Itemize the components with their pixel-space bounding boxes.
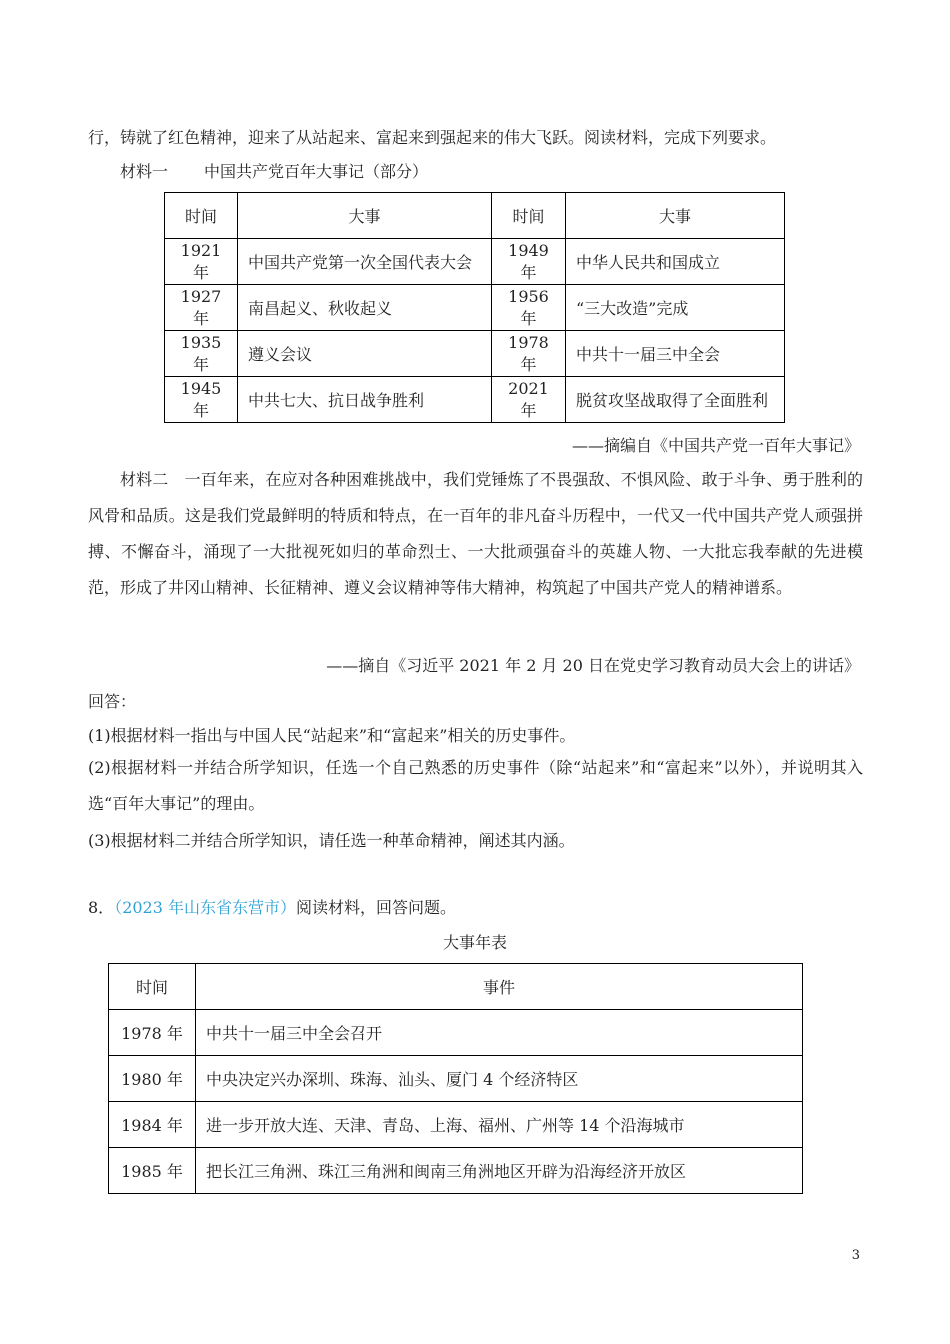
table-row (165, 285, 785, 331)
source-tag: （2023 年山东省东营市） (114, 898, 296, 917)
table-cell: 1956 年 (492, 285, 566, 331)
table-row (165, 331, 785, 377)
material1-title: 中国共产党百年大事记（部分） (204, 162, 429, 181)
material2-paragraph: 材料二 一百年来，在应对各种困难挑战中，我们党锤炼了不畏强敌、不惧风险、敢于斗争、勇于胜利的风骨和品质。这是我们党最鲜明的特质和特点，在一百年的非凡奋斗历程中，一代又一代中国共产党人顽强拼搏、不懈奋斗，涌现了一大批视死如归的革命烈士、一大批顽强奋斗的英雄人物、一大批忘我奉献的先进模范，形成了井冈山精神、长征精神、遵义会议精神等伟大精神，构筑起了中国共产党人的精神谱系。 (88, 470, 863, 597)
material2-source: ——摘自《习近平 2021 年 2 月 20 日在党史学习教育动员大会上的讲话》 (326, 656, 860, 675)
table-cell: 1949 年 (492, 239, 566, 285)
table-cell: 把长江三角洲、珠江三角洲和闽南三角洲地区开辟为沿海经济开放区 (196, 1148, 803, 1194)
table-title: 大事年表 (442, 933, 507, 952)
question-prompt: 阅读材料，回答问题。 (296, 898, 457, 917)
question-3: (3)根据材料二并结合所学知识，请任选一种革命精神，阐述其内涵。 (88, 831, 575, 850)
table-row (109, 1056, 803, 1102)
material1-source: ——摘编自《中国共产党一百年大事记》 (571, 436, 860, 455)
chronology-table (108, 963, 803, 1194)
table-header-row (165, 193, 785, 239)
table-cell: 1978 年 (492, 331, 566, 377)
table-cell: 1927 年 (165, 285, 238, 331)
material1-label: 材料一 (120, 162, 169, 181)
table-header-cell: 时间 (492, 193, 566, 239)
table-cell: “三大改造”完成 (566, 285, 785, 331)
table-cell: 中央决定兴办深圳、珠海、汕头、厦门 4 个经济特区 (196, 1056, 803, 1102)
table-header-cell: 大事 (238, 193, 492, 239)
table-cell: 1978 年 (109, 1010, 196, 1056)
table-cell: 中共七大、抗日战争胜利 (238, 377, 492, 423)
table-cell: 中华人民共和国成立 (566, 239, 785, 285)
table-cell: 中共十一届三中全会召开 (196, 1010, 803, 1056)
table-cell: 2021 年 (492, 377, 566, 423)
question-1: (1)根据材料一指出与中国人民“站起来”和“富起来”相关的历史事件。 (88, 726, 576, 745)
table-header-cell: 大事 (566, 193, 785, 239)
table-header-cell: 时间 (109, 964, 196, 1010)
question-number: 8． (88, 898, 115, 917)
table-cell: 1985 年 (109, 1148, 196, 1194)
table-header-cell: 时间 (165, 193, 238, 239)
table-cell: 南昌起义、秋收起义 (238, 285, 492, 331)
table-cell: 1984 年 (109, 1102, 196, 1148)
table-cell: 1945 年 (165, 377, 238, 423)
material1-table (164, 192, 785, 423)
table-cell: 中国共产党第一次全国代表大会 (238, 239, 492, 285)
table-cell: 进一步开放大连、天津、青岛、上海、福州、广州等 14 个沿海城市 (196, 1102, 803, 1148)
table-header-cell: 事件 (196, 964, 803, 1010)
table-row (109, 1148, 803, 1194)
table-cell: 中共十一届三中全会 (566, 331, 785, 377)
table-row (109, 1010, 803, 1056)
question-8-heading (88, 898, 456, 918)
question-2: (2)根据材料一并结合所学知识，任选一个自己熟悉的历史事件（除“站起来”和“富起来”以外），并说明其入选“百年大事记”的理由。 (88, 758, 863, 813)
table-cell: 脱贫攻坚战取得了全面胜利 (566, 377, 785, 423)
table-cell: 1935 年 (165, 331, 238, 377)
table-row (165, 239, 785, 285)
table-cell: 1921 年 (165, 239, 238, 285)
table-row (109, 1102, 803, 1148)
page-number: 3 (851, 1248, 860, 1263)
table-row (165, 377, 785, 423)
table-cell: 遵义会议 (238, 331, 492, 377)
intro-line: 行，铸就了红色精神，迎来了从站起来、富起来到强起来的伟大飞跃。阅读材料，完成下列要求。 (88, 128, 777, 147)
answer-label: 回答： (88, 692, 137, 711)
table-cell: 1980 年 (109, 1056, 196, 1102)
table-header-row (109, 964, 803, 1010)
